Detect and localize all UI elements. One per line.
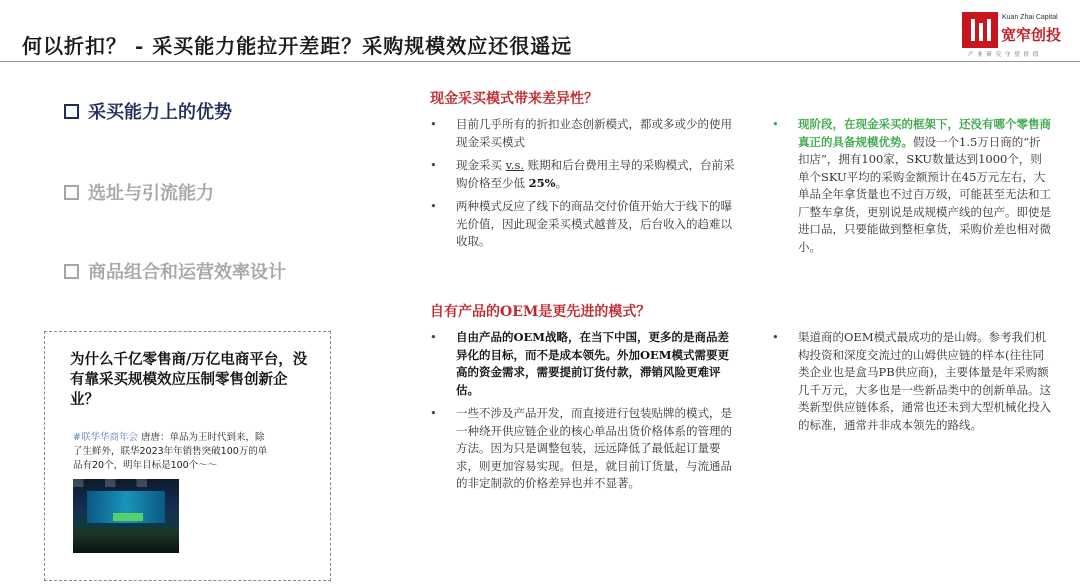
hashtag: #联华华商年会 xyxy=(73,432,138,443)
logo-mark-icon xyxy=(962,12,998,48)
nav-item-label: 采买能力上的优势 xyxy=(88,102,232,123)
list-item: • 渠道商的OEM模式最成功的是山姆。参考我们机构投资和深度交流过的山姆供应链的样本(往往同类企业也是盒马PB供应商)，主要体量是年采购额几千万元，大多也是一些新品类中的创新单品。这类新型供应链体系，通常也还未到大型机械化投入的标准，通常并非成本领先的路线。 xyxy=(772,329,1052,434)
list-item: • 目前几乎所有的折扣业态创新模式，都或多或少的使用现金采买模式 xyxy=(430,116,740,151)
nav-item-assortment xyxy=(64,258,286,284)
nav-item-label: 商品组合和运营效率设计 xyxy=(88,262,286,283)
question-text: 为什么千亿零售商/万亿电商平台，没有靠采买规模效应压制零售创新企业？ xyxy=(70,351,308,408)
section1-left-list xyxy=(430,116,740,257)
logo xyxy=(962,12,1072,58)
list-item: • 现金采买 v.s. 账期和后台费用主导的采购模式，台前采购价格至少低 25%。 xyxy=(430,157,740,192)
logo-tagline: 产 业 研 究 守 望 价 值 xyxy=(968,52,1040,58)
section2-right-list xyxy=(772,329,1052,440)
section2-left-list xyxy=(430,329,740,499)
nav-item-purchasing xyxy=(64,98,232,124)
list-item: • 两种模式反应了线下的商品交付价值开始大于线下的曝光价值，因此现金采买模式越普及，后台收入的趋难以收取。 xyxy=(430,198,740,251)
checkbox-icon xyxy=(64,185,79,200)
logo-english: Kuan Zhai Capital xyxy=(1002,14,1058,21)
list-item: • 自由产品的OEM战略，在当下中国，更多的是商品差异化的目标，而不是成本领先。外加OEM模式需要更高的资金需求，需要提前订货付款，滞销风险更难评估。 xyxy=(430,329,740,399)
conference-photo xyxy=(73,479,179,553)
nav-item-label: 选址与引流能力 xyxy=(88,183,214,204)
nav-item-location xyxy=(64,179,214,205)
title-divider xyxy=(0,61,1080,62)
page-title: 何以折扣？ - 采买能力能拉开差距？采购规模效应还很遥远 xyxy=(22,34,573,58)
list-item: • 现阶段，在现金采买的框架下，还没有哪个零售商真正的具备规模优势。假设一个1.5万日商的“折扣店”，拥有100家，SKU数量达到1000个，则单个SKU平均的采购金额预计在45万元左右，大单品全年拿货量也不过百万级，可能甚至无法和工厂整车拿货，更别说是成规模产线的包产。即使是进口品，只要能做到整柜拿货，采购价差也相对微小。 xyxy=(772,116,1052,256)
section1-right-list xyxy=(772,116,1052,262)
post-text: 唐唐：单品为王时代到来，除了生鲜外，联华2023年年销售突破100万的单品有20个，明年目标是100个～～ xyxy=(73,432,268,471)
section2-heading: 自有产品的OEM是更先进的模式？ xyxy=(430,304,651,320)
social-post xyxy=(73,431,273,473)
logo-chinese: 宽窄创投 xyxy=(1001,26,1062,44)
section1-heading: 现金采买模式带来差异性？ xyxy=(430,91,598,107)
list-item: • 一些不涉及产品开发，而直接进行包装贴牌的模式，是一种绕开供应链企业的核心单品出货价格体系的管理的方法。因为只是调整包装，远远降低了最低起订量要求，则更加容易实现。但是，就目前订货量，与流通品的非定制款的价格差异也并不显著。 xyxy=(430,405,740,493)
checkbox-icon xyxy=(64,104,79,119)
checkbox-icon xyxy=(64,264,79,279)
